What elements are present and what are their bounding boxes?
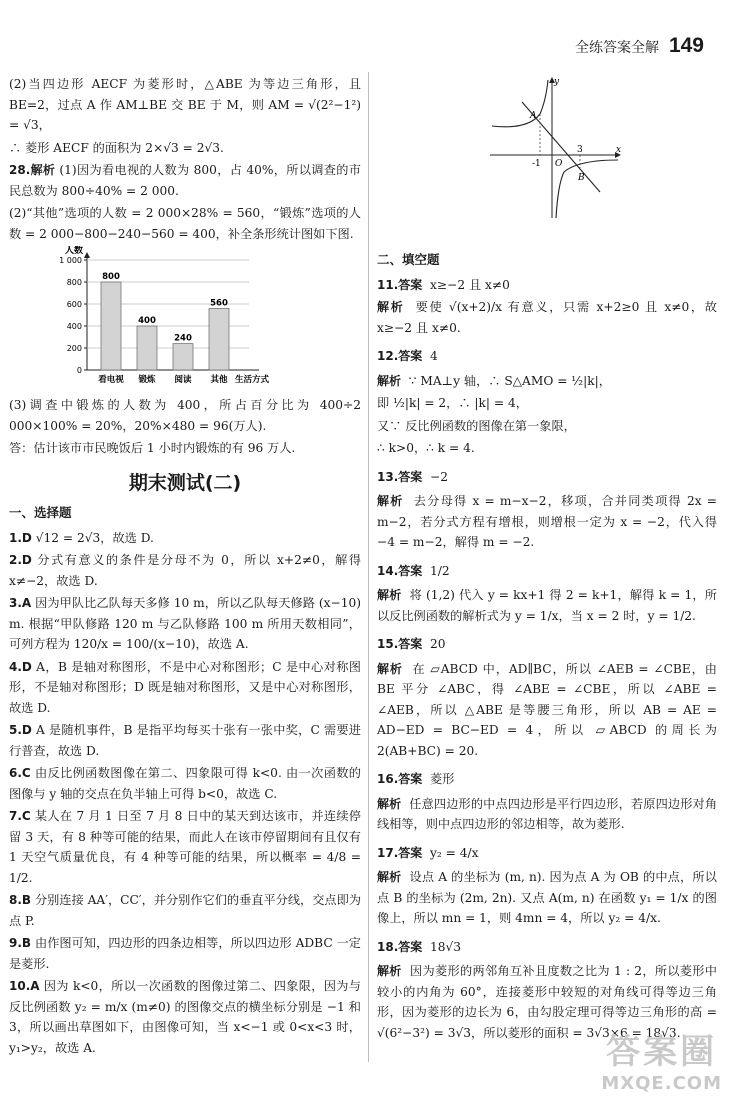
q11-answer bbox=[377, 275, 717, 296]
q4-text: A，B 是轴对称图形，不是中心对称图形；C 是中心对称图形，不是轴对称图形；D 既是轴对称图形，又是中心对称图形，故选 D. bbox=[9, 659, 361, 715]
q28-part2: (2)“其他”选项的人数 = 2 000×28% = 560，“锻炼”选项的人数 = 2 000−800−240−560 = 400，补全条形统计图如下图. bbox=[9, 206, 361, 241]
q15-exp-text: 在 ▱ABCD 中，AD∥BC，所以 ∠AEB = ∠CBE，由 BE 平分 ∠ABC，得 ∠ABE = ∠CBE，所以 ∠ABE = ∠AEB，所以 △ABE 是等腰三角形，所以 AB = AE = AD−ED = BC−ED = 4，所以 ▱ABCD 的周长为 2(AB+BC) = 20. bbox=[377, 661, 717, 758]
q12-exp-label: 解析 bbox=[377, 373, 402, 388]
q15-number: 15.答案 bbox=[377, 637, 423, 651]
q1-text: √12 = 2√3，故选 D. bbox=[35, 530, 154, 545]
q5 bbox=[9, 720, 361, 761]
q17-answer bbox=[377, 843, 717, 864]
q16-answer bbox=[377, 769, 717, 790]
q11-number: 11.答案 bbox=[377, 277, 423, 292]
q8-number: 8.B bbox=[9, 893, 32, 907]
chart-data-label: 400 bbox=[138, 316, 156, 326]
graph-label-y: y bbox=[554, 77, 560, 87]
q13-exp-label: 解析 bbox=[377, 494, 404, 508]
q3-number: 3.A bbox=[9, 596, 32, 610]
q9-text: 由作图可知，四边形的四条边相等，所以四边形 ADBC 一定是菱形. bbox=[9, 936, 361, 971]
q12-exp-line3: 又∵ 反比例函数的图像在第一象限， bbox=[377, 418, 576, 433]
paragraph-rhombus-condition: (2)当四边形 AECF 为菱形时，△ABE 为等边三角形，且 BE=2，过点 A 作 AM⊥BE 交 BE 于 M，则 AM = √(2²−1²) = √3， bbox=[9, 77, 361, 132]
q3 bbox=[9, 593, 361, 655]
q6-text: 由反比例函数图像在第二、四象限可得 k<0. 由一次函数的图像与 y 轴的交点在负半轴上可得 b<0，故选 C. bbox=[9, 766, 361, 801]
q17-number: 17.答案 bbox=[377, 845, 423, 860]
q12-exp-line4: ∴ k>0，∴ k = 4. bbox=[377, 441, 475, 455]
hyperbola-branch-upper bbox=[492, 80, 548, 127]
chart-y-tick-label: 1 000 bbox=[59, 256, 82, 265]
q7 bbox=[9, 806, 361, 888]
q4-number: 4.D bbox=[9, 659, 32, 674]
watermark-logo-text: 答案圈 bbox=[606, 1032, 718, 1072]
q18-exp-label: 解析 bbox=[377, 964, 402, 978]
q16-number: 16.答案 bbox=[377, 772, 423, 786]
chart-data-label: 240 bbox=[174, 333, 192, 344]
q1 bbox=[9, 528, 361, 549]
q9-number: 9.B bbox=[9, 936, 32, 950]
q11-answer-text: x≥−2 且 x≠0 bbox=[430, 277, 510, 292]
hyperbola-branch-lower bbox=[556, 160, 618, 218]
q17-exp-text: 设点 A 的坐标为 (m, n). 因为点 A 为 OB 的中点，所以点 B 的坐标为 (2m, 2n). 又点 A(m, n) 在函数 y₁ = 1/x 的图像上，所以 mn = 1，则 4mn = 4，所以 y₂ = 4/x. bbox=[377, 870, 717, 925]
q28-number: 28.解析 bbox=[9, 163, 56, 177]
q15-answer bbox=[377, 634, 717, 655]
watermark-url: MXQE.COM bbox=[601, 1073, 722, 1094]
q5-text: A 是随机事件，B 是指平均每买十张有一张中奖，C 需要进行普查，故选 D. bbox=[9, 723, 361, 758]
q14-explanation bbox=[377, 585, 717, 626]
chart-category-label: 锻炼 bbox=[138, 375, 156, 385]
q7-text: 某人在 7 月 1 日至 7 月 8 日中的某天到达该市，并连续停留 3 天，有 8 种等可能的结果，而此人在该市停留期间有且仅有 1 天空气质量优良，有 4 种等可能的结果，所以概率 = 4/8 = 1/2. bbox=[9, 809, 361, 885]
chart-y-tick-label: 200 bbox=[66, 344, 82, 353]
chart-y-axis-arrow bbox=[84, 252, 90, 258]
chart-y-tick-label: 0 bbox=[76, 366, 82, 375]
chart-bar bbox=[137, 326, 157, 370]
graph-label-origin: O bbox=[555, 159, 563, 169]
q6-number: 6.C bbox=[9, 766, 31, 780]
q28-answer: 答：估计该市市民晚饭后 1 小时内锻炼的有 96 万人. bbox=[9, 441, 296, 455]
q8-text: 分别连接 AA′，CC′，并分别作它们的垂直平分线，交点即为点 P. bbox=[9, 893, 362, 928]
left-column bbox=[9, 74, 361, 1060]
q16-exp-text: 任意四边形的中点四边形是平行四边形，若原四边形对角线相等，则中点四边形的邻边相等，故为菱形. bbox=[377, 796, 718, 831]
chart-y-tick-label: 600 bbox=[66, 300, 82, 309]
q2-text: 分式有意义的条件是分母不为 0，所以 x+2≠0，解得 x≠−2，故选 D. bbox=[9, 553, 362, 588]
q16-exp-label: 解析 bbox=[377, 796, 402, 811]
q11-exp-text: 要使 √(x+2)/x 有意义，只需 x+2≥0 且 x≠0，故 x≥−2 且 x≠0. bbox=[377, 300, 717, 335]
q12-answer bbox=[377, 346, 717, 367]
q10 bbox=[9, 976, 361, 1058]
q10-text: 因为 k<0，所以一次函数的图像过第二、四象限，因为与反比例函数 y₂ = m/x (m≠0) 的图像交点的横坐标分别是 −1 和 3，所以画出草图如下，由图像可知，当 x<−1 或 0<x<3 时，y₁>y₂，故选 A. bbox=[9, 979, 361, 1055]
q28-part3: (3)调查中锻炼的人数为 400，所占百分比为 400÷2 000×100% = 20%，20%×480 = 96(万人). bbox=[9, 398, 361, 433]
header-label: 全练答案全解 bbox=[574, 40, 659, 56]
q1-number: 1.D bbox=[9, 530, 32, 545]
chart-data-label: 800 bbox=[102, 272, 120, 282]
q8 bbox=[9, 890, 361, 931]
page-number: 149 bbox=[668, 34, 704, 57]
q13-number: 13.答案 bbox=[377, 469, 423, 484]
q4 bbox=[9, 657, 361, 719]
q2 bbox=[9, 550, 361, 591]
q12-explanation bbox=[377, 371, 717, 392]
q12-answer-text: 4 bbox=[430, 349, 438, 363]
graph-label-neg1: -1 bbox=[532, 159, 541, 169]
chart-category-label: 其他 bbox=[210, 375, 228, 385]
chart-y-label: 人数 bbox=[65, 246, 84, 256]
chart-x-label: 生活方式 bbox=[235, 375, 269, 385]
q7-number: 7.C bbox=[9, 809, 31, 823]
chart-y-tick-label: 400 bbox=[66, 322, 82, 331]
graph-label-x: x bbox=[616, 145, 622, 155]
chart-bar bbox=[173, 344, 193, 370]
bar-chart bbox=[29, 246, 269, 391]
q9 bbox=[9, 933, 361, 974]
q13-exp-text: 去分母得 x = m−x−2，移项，合并同类项得 2x = m−2，若分式方程有增根，则增根一定为 x = −2，代入得 −4 = m−2，解得 m = −2. bbox=[377, 494, 717, 549]
q11-exp-label: 解析 bbox=[377, 300, 405, 314]
q2-number: 2.D bbox=[9, 553, 32, 567]
q17-exp-label: 解析 bbox=[377, 870, 402, 884]
q3-text: 因为甲队比乙队每天多修 10 m，所以乙队每天修路 (x−10) m. 根据“甲队修路 120 m 与乙队修路 100 m 所用天数相同”，可列方程为 120/x = 100/(x−10)，故选 A. bbox=[9, 596, 362, 651]
q18-answer bbox=[377, 937, 717, 958]
graph-label-a: A bbox=[530, 111, 537, 121]
watermark bbox=[601, 1024, 722, 1094]
q14-answer-text: 1/2 bbox=[430, 563, 450, 578]
page-header bbox=[575, 34, 704, 58]
q13-answer bbox=[377, 467, 717, 488]
q14-exp-text: 将 (1,2) 代入 y = kx+1 得 2 = k+1，解得 k = 1，所以反比例函数的解析式为 y = 1/x，当 x = 2 时，y = 1/2. bbox=[377, 588, 717, 623]
q18-number: 18.答案 bbox=[377, 939, 423, 954]
q14-exp-label: 解析 bbox=[377, 588, 402, 602]
q15-exp-label: 解析 bbox=[377, 661, 403, 676]
graph-label-b: B bbox=[578, 173, 585, 183]
chart-category-label: 阅读 bbox=[174, 375, 192, 385]
q17-answer-text: y₂ = 4/x bbox=[430, 845, 479, 860]
chart-data-label: 560 bbox=[210, 298, 228, 309]
q14-number: 14.答案 bbox=[377, 563, 423, 578]
q12-number: 12.答案 bbox=[377, 349, 423, 363]
q16-answer-text: 菱形 bbox=[430, 772, 455, 786]
q11-explanation bbox=[377, 297, 717, 338]
chart-bar bbox=[209, 308, 229, 370]
graph-label-three: 3 bbox=[577, 145, 583, 155]
q13-explanation bbox=[377, 491, 717, 553]
right-column bbox=[377, 250, 717, 1045]
paragraph-rhombus-area: ∴ 菱形 AECF 的面积为 2×√3 = 2√3. bbox=[9, 140, 224, 155]
q18-exp-text: 因为菱形的两邻角互补且度数之比为 1 : 2，所以菱形中较小的内角为 60°，连接菱形中较短的对角线可得等边三角形，因为菱形的边长为 6，由勾股定理可得等边三角形的高 = √(6²−3²) = 3√3，所以菱形的面积 = 3√3×6 = 18√3. bbox=[377, 964, 717, 1040]
q28-part1 bbox=[9, 160, 361, 201]
q18-answer-text: 18√3 bbox=[430, 939, 462, 954]
q12-exp-line1: ∵ MA⊥y 轴，∴ S△AMO = ½|k|， bbox=[408, 373, 611, 388]
chart-category-label: 看电视 bbox=[98, 375, 124, 385]
q6 bbox=[9, 763, 361, 804]
mc-heading: 一、选择题 bbox=[9, 505, 72, 520]
q15-answer-text: 20 bbox=[430, 637, 446, 651]
q17-explanation bbox=[377, 867, 717, 929]
chart-y-tick-label: 800 bbox=[66, 278, 82, 287]
q12-exp-line2: 即 ½|k| = 2，∴ |k| = 4， bbox=[377, 396, 528, 410]
chart-bar bbox=[101, 282, 121, 370]
q13-answer-text: −2 bbox=[430, 469, 448, 484]
q14-answer bbox=[377, 561, 717, 582]
column-divider bbox=[368, 72, 369, 1062]
q16-explanation bbox=[377, 794, 717, 835]
q5-number: 5.D bbox=[9, 723, 32, 737]
q15-explanation bbox=[377, 659, 717, 762]
q10-number: 10.A bbox=[9, 979, 40, 993]
fill-heading: 二、填空题 bbox=[377, 252, 440, 267]
section-title: 期末测试(二) bbox=[128, 471, 242, 494]
function-graph bbox=[488, 72, 628, 222]
q28-part1-text: (1)因为看电视的人数为 800，占 40%，所以调查的市民总数为 800÷40% = 2 000. bbox=[9, 163, 361, 198]
